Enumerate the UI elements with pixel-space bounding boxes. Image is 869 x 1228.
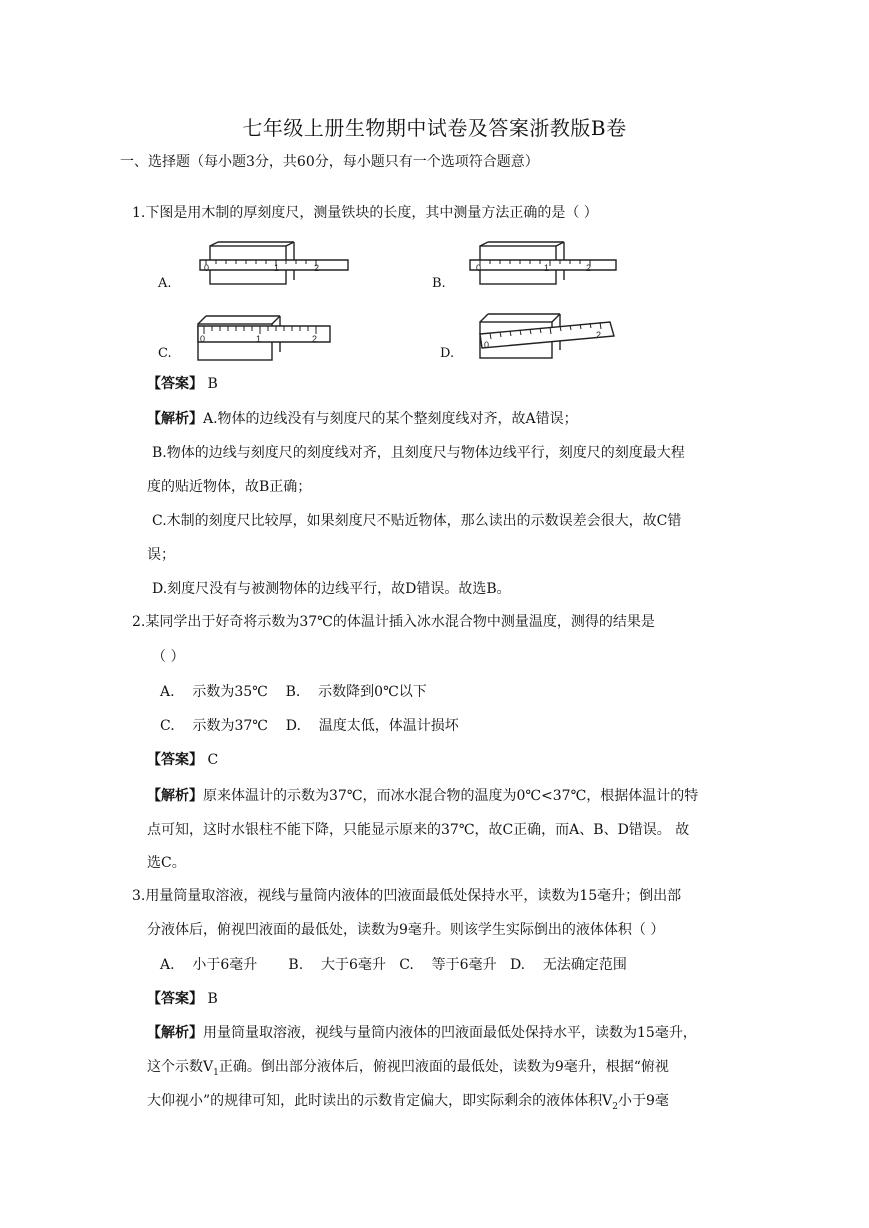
question-1-analysis-line-2: B.物体的边线与刻度尺的刻度线对齐，且刻度尺与物体边线平行，刻度尺的刻度最大程 (152, 445, 685, 461)
question-3-analysis-line-1 (147, 1023, 697, 1043)
svg-text:1: 1 (274, 263, 280, 273)
svg-text:1: 1 (256, 334, 262, 344)
question-3-answer (147, 989, 218, 1009)
subscript: 2 (612, 1101, 618, 1112)
question-1-analysis-line-1 (147, 409, 578, 429)
question-2-analysis-line-3: 选C。 (147, 855, 186, 871)
analysis-text: 正确。倒出部分液体后，俯视凹液面的最低处，读数为9毫升，根据“俯视 (218, 1059, 669, 1075)
question-2-options-row-1: A. 示数为35℃ B. 示数降到0℃以下 (160, 684, 427, 700)
analysis-text: A.物体的边线没有与刻度尺的某个整刻度线对齐，故A错误； (203, 411, 578, 427)
question-2-stem-blank: （ ） (152, 649, 185, 665)
question-1-analysis-line-5: 误； (147, 547, 175, 563)
answer-tag: 【答案】 (147, 752, 203, 768)
question-2-answer (147, 750, 218, 770)
analysis-tag: 【解析】 (147, 411, 203, 427)
answer-tag: 【答案】 (147, 376, 203, 392)
figure-d-label: D. (440, 346, 455, 361)
svg-text:0: 0 (200, 334, 206, 344)
question-2-stem: 2.某同学出于好奇将示数为37℃的体温计插入冰水混合物中测量温度，测得的结果是 (132, 614, 655, 630)
figure-b-label: B. (432, 276, 446, 291)
svg-text:2: 2 (596, 330, 602, 340)
question-1-analysis-line-3: 度的贴近物体，故B正确； (147, 479, 312, 495)
analysis-text: 这个示数V (147, 1059, 214, 1075)
answer-tag: 【答案】 (147, 991, 203, 1007)
page-title: 七年级上册生物期中试卷及答案浙教版B卷 (242, 116, 627, 140)
answer-value: B (207, 376, 218, 392)
svg-text:0: 0 (484, 340, 490, 350)
question-3-analysis-line-2 (147, 1057, 669, 1083)
figure-c-label: C. (158, 346, 172, 361)
analysis-text: 小于9毫 (618, 1093, 669, 1109)
figure-a-ruler-measurement (196, 240, 356, 290)
answer-value: B (207, 991, 218, 1007)
question-2-analysis-line-2: 点可知，这时水银柱不能下降，只能显示原来的37℃，故C正确，而A、B、D错误。 故 (147, 822, 690, 838)
svg-text:2: 2 (586, 263, 592, 273)
question-3-options: A. 小于6毫升 B. 大于6毫升 C. 等于6毫升 D. 无法确定范围 (160, 957, 627, 973)
question-3-analysis-line-3 (147, 1091, 669, 1117)
subscript: 1 (213, 1067, 219, 1078)
analysis-text: 原来体温计的示数为37℃，而冰水混合物的温度为0℃<37℃，根据体温计的特 (203, 788, 699, 804)
question-1-answer (147, 374, 218, 394)
figure-d-ruler-measurement (470, 308, 620, 364)
question-3-stem-line-2: 分液体后，俯视凹液面的最低处，读数为9毫升。则该学生实际倒出的液体体积（ ） (147, 922, 665, 938)
question-1-analysis-line-6: D.刻度尺没有与被测物体的边线平行，故D错误。故选B。 (152, 581, 511, 597)
svg-text:1: 1 (544, 263, 550, 273)
figure-a-label: A. (158, 276, 172, 291)
svg-text:0: 0 (476, 263, 482, 273)
analysis-text: 大仰视小”的规律可知，此时读出的示数肯定偏大，即实际剩余的液体体积V (147, 1093, 613, 1109)
analysis-tag: 【解析】 (147, 1025, 203, 1041)
question-2-options-row-2: C. 示数为37℃ D. 温度太低，体温计损坏 (160, 718, 459, 734)
svg-text:0: 0 (204, 263, 210, 273)
svg-text:2: 2 (312, 334, 318, 344)
section-heading: 一、选择题（每小题3分，共60分，每小题只有一个选项符合题意） (120, 154, 539, 170)
analysis-text: 用量筒量取溶液，视线与量筒内液体的凹液面最低处保持水平，读数为15毫升， (203, 1025, 697, 1041)
figure-b-ruler-measurement (466, 240, 626, 290)
answer-value: C (207, 752, 219, 768)
question-1-stem: 1.下图是用木制的厚刻度尺，测量铁块的长度，其中测量方法正确的是（ ） (132, 205, 598, 221)
question-3-stem: 3.用量筒量取溶液，视线与量筒内液体的凹液面最低处保持水平，读数为15毫升；倒出部 (132, 888, 682, 904)
question-2-analysis-line-1 (147, 786, 698, 806)
figure-c-ruler-measurement (190, 312, 340, 364)
svg-text:2: 2 (314, 263, 320, 273)
analysis-tag: 【解析】 (147, 788, 203, 804)
question-1-analysis-line-4: C.木制的刻度尺比较厚，如果刻度尺不贴近物体，那么读出的示数误差会很大，故C错 (152, 513, 682, 529)
